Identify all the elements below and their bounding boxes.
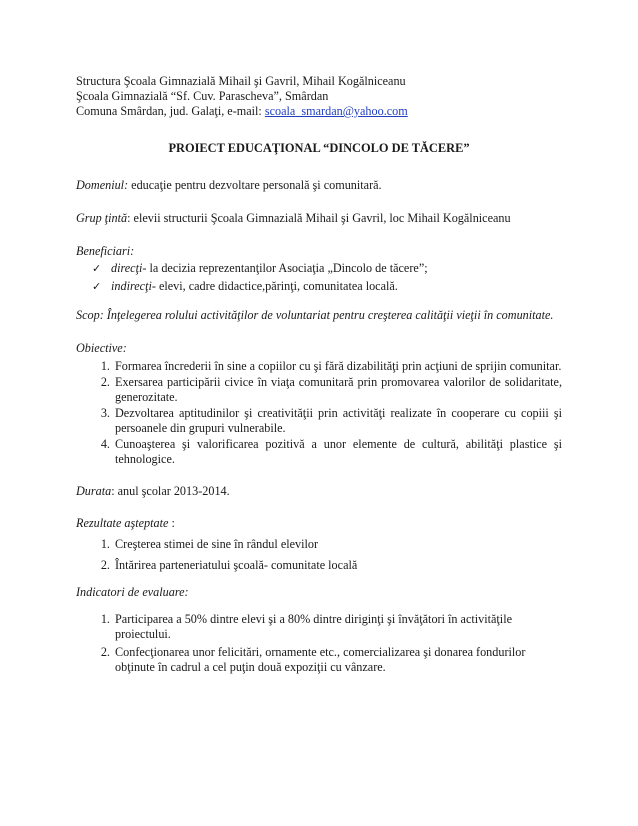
beneficiari-label: Beneficiari: — [76, 244, 135, 258]
list-item: 1. Participarea a 50% dintre elevi şi a 80% dintre diriginţi şi învăţători în activităţile proiectului. — [113, 612, 542, 642]
header-line-3-prefix: Comuna Smârdan, jud. Galaţi, e-mail: — [76, 104, 265, 118]
email-link[interactable]: scoala_smardan@yahoo.com — [264, 104, 408, 118]
list-item — [92, 261, 562, 276]
domeniul-section — [76, 178, 562, 193]
durata-section — [76, 484, 562, 499]
header-line-3 — [76, 104, 562, 119]
list-item: 3. Dezvoltarea aptitudinilor şi creativităţii prin activităţi realizate în cooperare cu copiii şi persoanele din grupuri vulnerabile. — [113, 406, 562, 436]
check-icon: ✓ — [92, 262, 102, 275]
list-item: 1. Formarea încrederii în sine a copiilor cu şi fără dizabilităţi prin acţiuni de sprijin comunitar. — [113, 359, 562, 374]
beneficiari-text: - la decizia reprezentanţilor Asociaţia „Dincolo de tăcere”; — [142, 261, 428, 275]
indicatori-section — [76, 585, 562, 675]
list-item — [92, 279, 562, 294]
rezultate-suffix: : — [168, 516, 175, 530]
scop-label: Scop — [76, 308, 100, 322]
durata-text: : anul şcolar 2013-2014. — [111, 484, 230, 498]
document-content — [76, 74, 562, 678]
grup-section — [76, 211, 562, 226]
header-line-2: Şcoala Gimnazială “Sf. Cuv. Parascheva”, Smârdan — [76, 89, 329, 103]
page-title: PROIECT EDUCAŢIONAL “DINCOLO DE TĂCERE” — [168, 141, 470, 155]
indicatori-label: Indicatori de evaluare: — [76, 585, 189, 599]
domeniul-label: Domeniul: — [76, 178, 129, 192]
check-icon: ✓ — [92, 280, 102, 293]
obiective-list — [76, 359, 562, 467]
grup-label: Grup ţintă — [76, 211, 128, 225]
domeniul-text: educaţie pentru dezvoltare personală şi comunitară. — [128, 178, 382, 192]
header-line-1: Structura Şcoala Gimnazială Mihail şi Gavril, Mihail Kogălniceanu — [76, 74, 406, 88]
beneficiari-term: indirecţi — [111, 279, 152, 293]
list-item: 2. Exersarea participării civice în viaţa comunitară prin promovarea valorilor de solidaritate, generozitate. — [113, 375, 562, 405]
list-item: 2. Confecţionarea unor felicitări, ornamente etc., comercializarea şi donarea fondurilor obţinute în cadrul a cel puţin două expoziţii cu vânzare. — [113, 645, 542, 675]
scop-text: : Înţelegerea rolului activităţilor de voluntariat pentru creşterea calităţii vieţii în comunitate. — [99, 308, 554, 322]
scop-section — [76, 308, 562, 323]
beneficiari-section — [76, 244, 562, 294]
list-item: 1. Creşterea stimei de sine în rândul elevilor — [113, 537, 562, 552]
obiective-label: Obiective: — [76, 341, 127, 355]
rezultate-list — [76, 537, 562, 573]
list-item: 4. Cunoaşterea şi valorificarea pozitivă a unor elemente de cultură, abilităţi plastice şi tehnologice. — [113, 437, 562, 467]
beneficiari-list — [76, 261, 562, 294]
rezultate-label: Rezultate aşteptate — [76, 516, 169, 530]
rezultate-section — [76, 516, 562, 573]
grup-text: : elevii structurii Şcoala Gimnazială Mihail şi Gavril, loc Mihail Kogălniceanu — [127, 211, 511, 225]
beneficiari-term: direcţi — [111, 261, 143, 275]
rezultate-heading — [76, 516, 562, 531]
obiective-section — [76, 341, 562, 467]
indicatori-list — [76, 612, 562, 675]
list-item: 2. Întărirea parteneriatului şcoală- comunitate locală — [113, 558, 562, 573]
durata-label: Durata — [76, 484, 112, 498]
beneficiari-text: - elevi, cadre didactice,părinţi, comunitatea locală. — [151, 279, 398, 293]
